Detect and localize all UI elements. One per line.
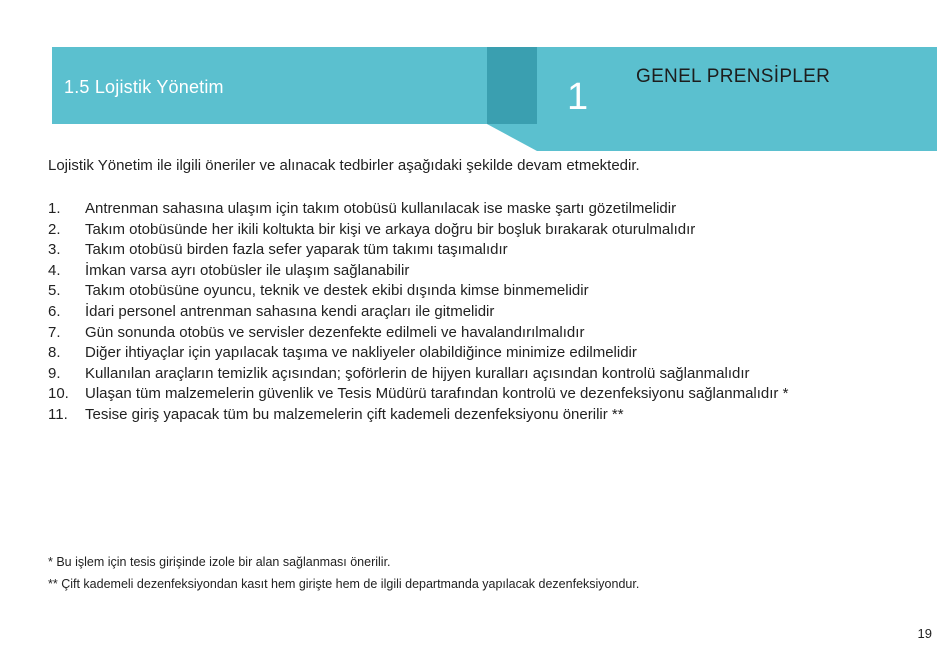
list-item-number: 11. [48,405,68,423]
page-number: 19 [917,626,932,641]
list-item [48,364,788,385]
list-item-number: 10. [48,385,69,403]
list-item-text: Takım otobüsünde her ikili koltukta bir kişi ve arkaya doğru bir boşluk bırakarak oturulmalıdır [85,220,696,238]
footnote-single-asterisk: * Bu işlem için tesis girişinde izole bir alan sağlanması önerilir. [48,555,391,569]
list-item-number: 2. [48,220,61,238]
list-item [48,220,788,241]
section-header-bar [52,47,488,124]
list-item [48,302,788,323]
chapter-number: 1 [567,76,589,118]
list-item [48,240,788,261]
list-item [48,323,788,344]
list-item [48,261,788,282]
list-item-text: İmkan varsa ayrı otobüsler ile ulaşım sağlanabilir [85,261,410,279]
list-item-number: 1. [48,200,61,217]
list-item [48,343,788,364]
list-item-number: 9. [48,364,61,382]
list-item-number: 4. [48,261,61,279]
list-item-number: 8. [48,344,61,362]
list-item-text: İdari personel antrenman sahasına kendi araçları ile gitmelidir [85,302,495,320]
list-item-text: Kullanılan araçların temizlik açısından; şoförlerin de hijyen kuralları açısından kontrolü sağlanmalıdır [85,364,750,382]
chapter-header-bar [537,47,937,151]
list-item [48,281,788,302]
list-item-text: Takım otobüsü birden fazla sefer yaparak tüm takımı taşımalıdır [85,241,508,259]
list-item-text: Diğer ihtiyaçlar için yapılacak taşıma ve nakliyeler olabildiğince minimize edilmelidir [85,344,637,362]
list-item-text: Antrenman sahasına ulaşım için takım otobüsü kullanılacak ise maske şartı gözetilmelidir [85,200,677,217]
list-item [48,199,788,220]
list-item-number: 6. [48,302,61,320]
measures-list [48,199,788,426]
section-title: 1.5 Lojistik Yönetim [64,77,224,97]
list-item-text: Tesise giriş yapacak tüm bu malzemelerin çift kademeli dezenfeksiyonu önerilir ** [85,405,624,423]
list-item-number: 5. [48,282,61,300]
list-item-text: Gün sonunda otobüs ve servisler dezenfekte edilmeli ve havalandırılmalıdır [85,323,585,341]
header-fold-shape [487,124,537,151]
chapter-title: GENEL PRENSİPLER [636,66,831,87]
header-divider-band [487,47,537,124]
intro-paragraph: Lojistik Yönetim ile ilgili öneriler ve alınacak tedbirler aşağıdaki şekilde devam etmektedir. [48,157,640,174]
list-item-text: Ulaşan tüm malzemelerin güvenlik ve Tesis Müdürü tarafından kontrolü ve dezenfeksiyonu sağlanmalıdır * [85,385,789,403]
list-item [48,384,788,405]
list-item-number: 7. [48,323,61,341]
list-item [48,405,788,426]
footnote-double-asterisk: ** Çift kademeli dezenfeksiyondan kasıt hem girişte hem de ilgili departmanda yapılacak dezenfeksiyondur. [48,577,640,591]
list-item-number: 3. [48,241,61,259]
list-item-text: Takım otobüsüne oyuncu, teknik ve destek ekibi dışında kimse binmemelidir [85,282,589,300]
